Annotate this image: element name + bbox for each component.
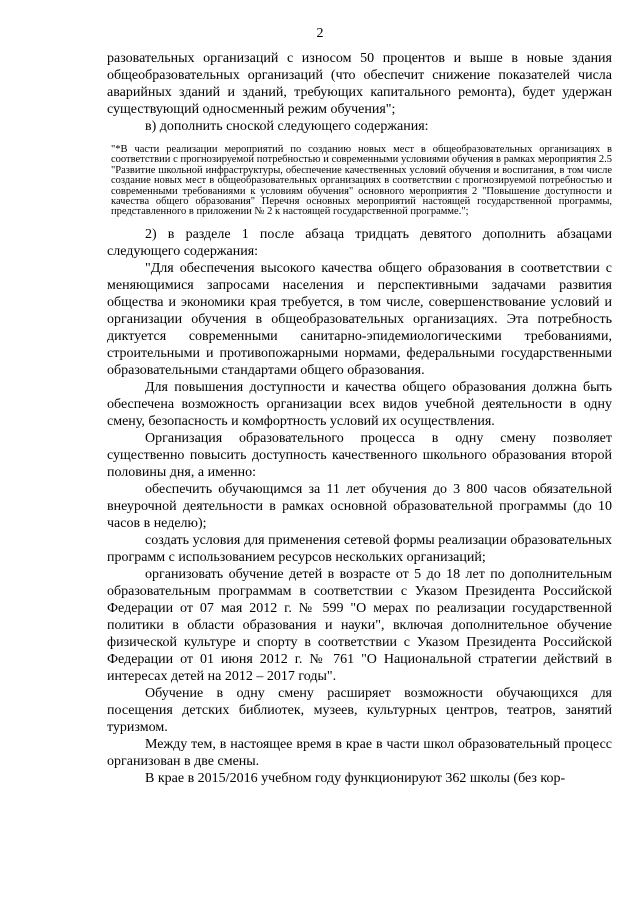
paragraph-two-shifts: Между тем, в настоящее время в крае в части школ образовательный процесс организован в две смены. bbox=[107, 736, 612, 769]
paragraph-accessibility: Для повышения доступности и качества общего образования должна быть обеспечена возможность организации всех видов учебной деятельности в одну смену, безопасность и комфортность условий их осуществления. bbox=[107, 379, 612, 429]
paragraph-opportunities: Обучение в одну смену расширяет возможности обучающихся для посещения детских библиотек, музеев, культурных центров, театров, занятий туризмом. bbox=[107, 685, 612, 735]
paragraph-section-1: 2) в разделе 1 после абзаца тридцать девятого дополнить абзацами следующего содержания: bbox=[107, 226, 612, 259]
list-item-additional-education: организовать обучение детей в возрасте от 5 до 18 лет по дополнительным образовательным программам в соответствии с Указом Президента Российской Федерации от 07 мая 2012 г. № 599 "О мерах по реализации государственной политики в области образования и науки", включая дополнительное обучение физической культуре и спорту в соответствии с Указом Президента Российской Федерации от 01 июня 2012 г. № 761 "О Национальной стратегии действий в интересах детей на 2012 – 2017 годы". bbox=[107, 566, 612, 684]
paragraph-schools-count: В крае в 2015/2016 учебном году функционируют 362 школы (без кор- bbox=[145, 770, 566, 786]
list-item-extracurricular: обеспечить обучающимся за 11 лет обучения до 3 800 часов обязательной внеурочной деятельности в рамках основной образовательной программы (до 10 часов в неделю); bbox=[107, 481, 612, 531]
list-item-network-form: создать условия для применения сетевой формы реализации образовательных программ с использованием ресурсов нескольких организаций; bbox=[107, 532, 612, 565]
paragraph-continuation: разовательных организаций с износом 50 процентов и выше в новые здания общеобразовательных организаций (что обеспечит снижение показателей числа аварийных зданий и зданий, требующих капитального ремонта), будет удержан существующий односменный режим обучения"; bbox=[107, 51, 612, 117]
paragraph-footnote-intro: в) дополнить сноской следующего содержания: bbox=[145, 119, 429, 134]
footnote-text: "*В части реализации мероприятий по созданию новых мест в общеобразовательных организациях в соответствии с прогнозируемой потребностью и современными условиями обучения в рамках мероприятия 2.5 "Развитие школьной инфраструктуры, обеспечение качественных условий обучения и воспитания, в том числе создание новых мест в общеобразовательных организациях в соответствии с прогнозируемой потребностью и современными требованиями к условиям обучения" основного мероприятия 2 "Повышение доступности и качества общего образования" Перечня основных мероприятий настоящей государственной программы, представленного в приложении № 2 к настоящей государственной программе."; bbox=[111, 144, 612, 218]
paragraph-quality: "Для обеспечения высокого качества общего образования в соответствии с меняющимися запросами населения и перспективными задачами развития общества и экономики края требуется, в том числе, совершенствование условий и организации обучения в общеобразовательных организациях. Эта потребность диктуется современными санитарно-эпидемиологическими требованиями, строительными и противопожарными нормами, федеральными государственными образовательными стандартами общего образования. bbox=[107, 260, 612, 378]
document-body bbox=[107, 50, 612, 787]
page-number: 2 bbox=[316, 26, 324, 41]
paragraph-one-shift: Организация образовательного процесса в одну смену позволяет существенно повысить доступность качественного школьного образования второй половины дня, а именно: bbox=[107, 430, 612, 480]
